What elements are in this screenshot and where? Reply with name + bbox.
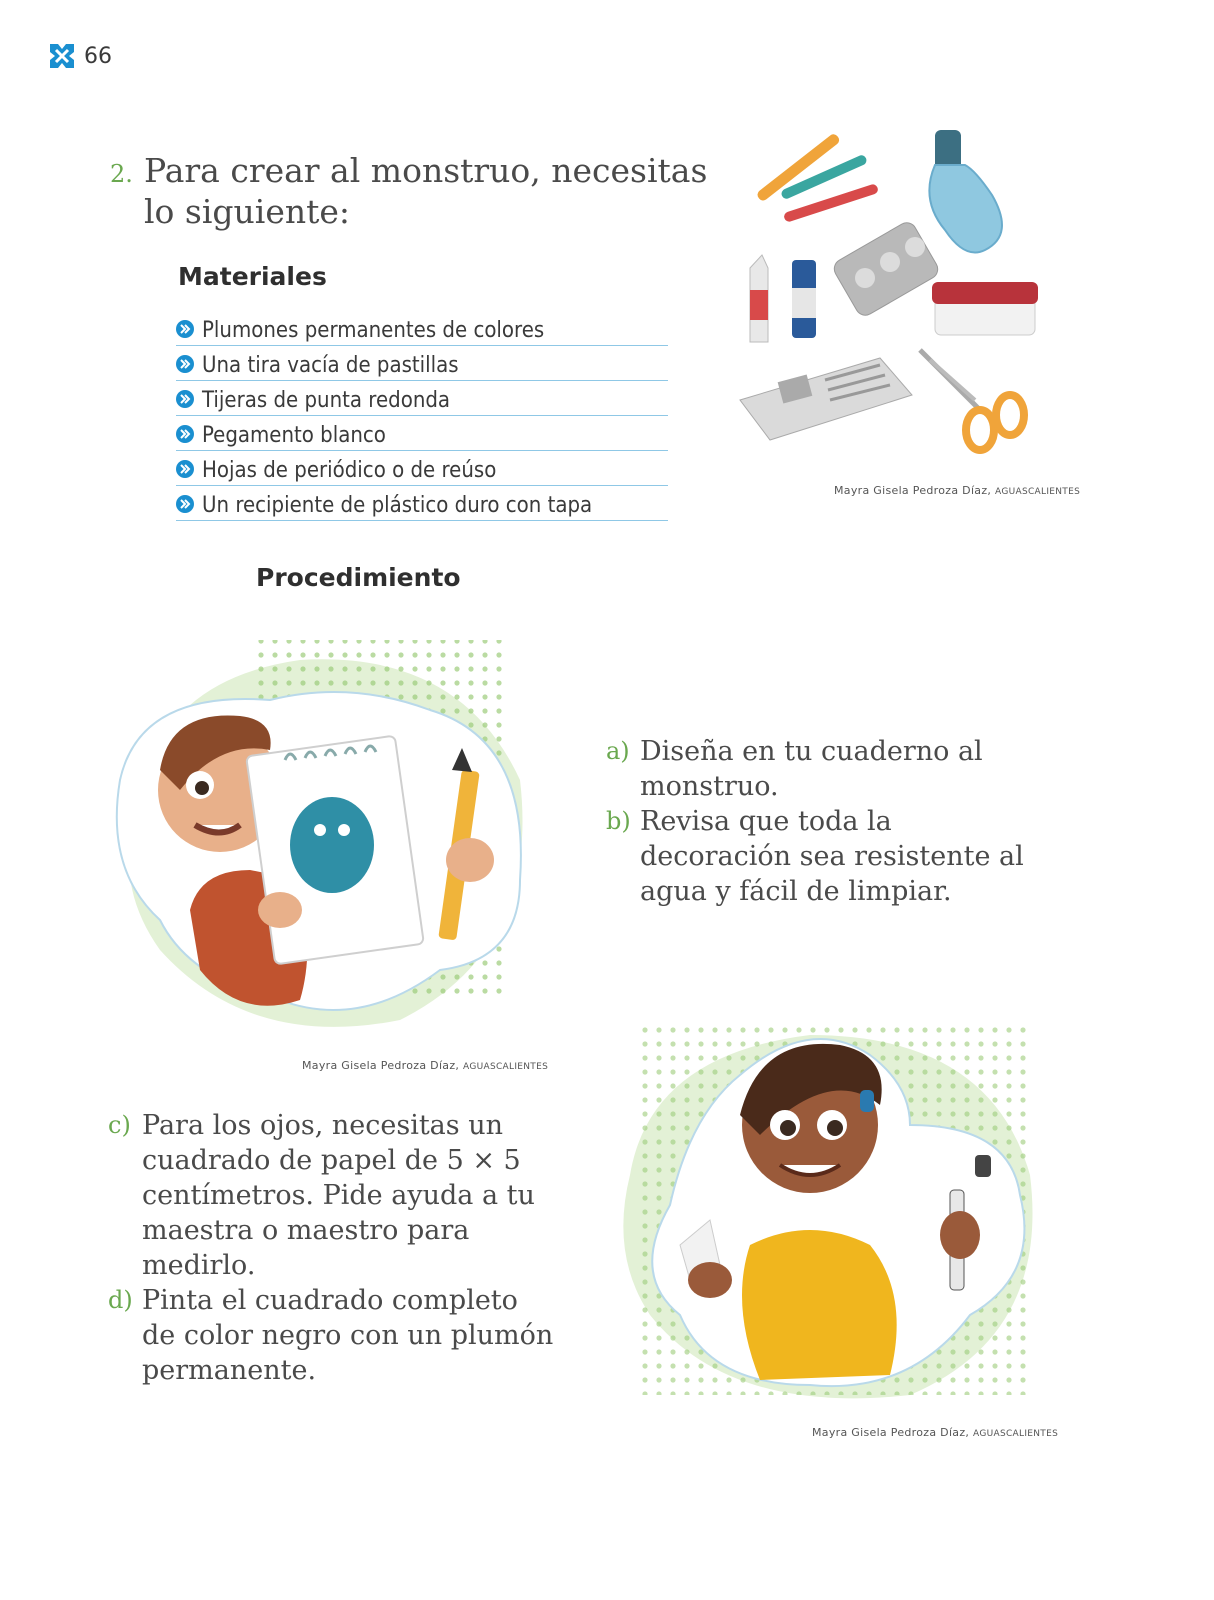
- list-item: [176, 312, 668, 346]
- illustration-credit: [812, 1426, 1058, 1439]
- material-label: Un recipiente de plástico duro con tapa: [202, 493, 593, 518]
- water-bottle-icon: [929, 130, 1002, 253]
- step-text: Pinta el cuadrado completo de color negro con un plumón permanente.: [142, 1285, 554, 1386]
- question-number: 2.: [110, 160, 133, 188]
- illustration-credit: [834, 484, 1080, 497]
- logo-icon: [46, 40, 78, 72]
- list-item: [176, 487, 668, 521]
- procedure-step: [108, 1283, 558, 1388]
- material-label: Pegamento blanco: [202, 423, 386, 448]
- page-number: 66: [84, 44, 112, 69]
- boy-with-notebook-illustration: [100, 620, 540, 1040]
- materials-heading: Materiales: [178, 262, 327, 291]
- girl-with-paper-illustration: [610, 995, 1050, 1415]
- material-label: Plumones permanentes de colores: [202, 318, 545, 343]
- procedure-steps-cd: [108, 1108, 558, 1388]
- chevron-bullet-icon: [176, 320, 194, 338]
- credit-place: AGUASCALIENTES: [973, 1429, 1059, 1439]
- question-text: Para crear al monstruo, necesitas lo siguiente:: [144, 151, 708, 231]
- material-label: Una tira vacía de pastillas: [202, 353, 459, 378]
- plastic-container-icon: [932, 282, 1038, 335]
- notebook-with-monster: [246, 736, 424, 965]
- chevron-bullet-icon: [176, 355, 194, 373]
- glue-bottle-icon: [750, 255, 768, 342]
- material-label: Tijeras de punta redonda: [202, 388, 451, 413]
- procedure-step: [606, 734, 1026, 804]
- glue-stick-icon: [792, 260, 816, 338]
- list-item: [176, 382, 668, 416]
- chevron-bullet-icon: [176, 425, 194, 443]
- chevron-bullet-icon: [176, 495, 194, 513]
- materials-list: [176, 312, 668, 522]
- step-text: Para los ojos, necesitas un cuadrado de papel de 5 × 5 centímetros. Pide ayuda a tu maestra o maestro para medirlo.: [142, 1110, 535, 1281]
- list-item: [176, 347, 668, 381]
- step-label: a): [606, 737, 630, 765]
- step-text: Revisa que toda la decoración sea resistente al agua y fácil de limpiar.: [640, 806, 1024, 907]
- step-label: b): [606, 807, 631, 835]
- credit-name: Mayra Gisela Pedroza Díaz,: [834, 484, 992, 497]
- illustration-credit: [302, 1059, 548, 1072]
- scissors-icon: [920, 350, 1024, 450]
- procedure-heading: Procedimiento: [256, 563, 461, 592]
- credit-name: Mayra Gisela Pedroza Díaz,: [812, 1426, 970, 1439]
- blister-pack-icon: [831, 219, 942, 319]
- markers-icon: [756, 132, 880, 223]
- chevron-bullet-icon: [176, 390, 194, 408]
- material-label: Hojas de periódico o de reúso: [202, 458, 497, 483]
- step-label: c): [108, 1111, 131, 1139]
- procedure-step: [108, 1108, 558, 1283]
- procedure-steps-ab: [606, 734, 1026, 909]
- credit-place: AGUASCALIENTES: [995, 487, 1081, 497]
- list-item: [176, 417, 668, 451]
- chevron-bullet-icon: [176, 460, 194, 478]
- credit-name: Mayra Gisela Pedroza Díaz,: [302, 1059, 460, 1072]
- question-2: [110, 150, 710, 232]
- procedure-step: [606, 804, 1026, 909]
- credit-place: AGUASCALIENTES: [463, 1062, 549, 1072]
- step-text: Diseña en tu cuaderno al monstruo.: [640, 736, 983, 802]
- newspaper-icon: [740, 358, 912, 440]
- step-label: d): [108, 1286, 133, 1314]
- materials-illustration: [730, 110, 1050, 460]
- list-item: [176, 452, 668, 486]
